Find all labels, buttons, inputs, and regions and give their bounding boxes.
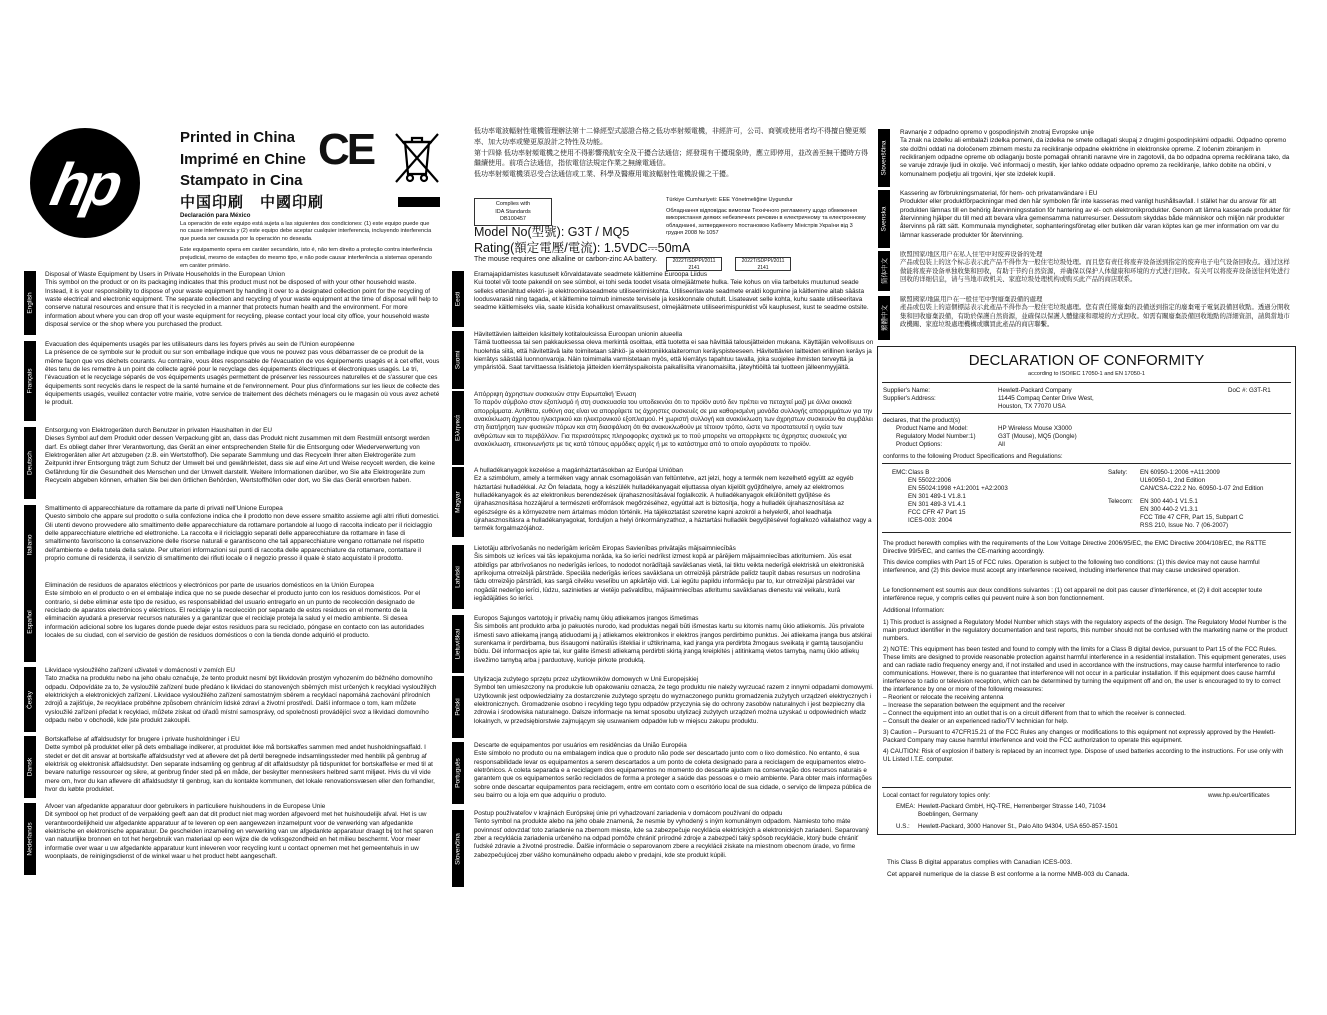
ukraine-statement: Обладнання відповідає вимогам Технічного регламенту щодо обмеження використання деяких небезпечних речовин в електричному та електронному обладнанні, затвердженого постановою Кабінету Міністрів України від 3 грудня 2008 № 1057 bbox=[666, 207, 866, 237]
language-tab-label: Deutsch bbox=[26, 451, 34, 475]
ida-comply-box bbox=[474, 198, 552, 226]
ices-french: Cet appareil numerique de la classe B est conforme a la norme NMB-003 du Canada. bbox=[887, 871, 1130, 878]
disposal-section: Smaltimento di apparecchiature da rottamare da parte di privati nell'Unione Europea Questo simbolo che appare sul prodotto o sulla confezione indica che il prodotto non deve essere smaltito assieme agli altri rifiuti domestici. Gli utenti devono provvedere allo smaltimento delle apparecchiature da rottamare portandole al luogo di raccolta indicato per il riciclaggio delle apparecchiature elettriche ed elettroniche. La raccolta e il riciclaggio separati delle apparecchiature da rottamare in fase di smaltimento favoriscono la conservazione delle risorse naturali e garantiscono che tali apparecchiature vengano rottamate nel rispetto dell'ambiente e della tutela della salute. Per ulteriori informazioni sui punti di raccolta delle apparecchiature da rottamare, contattare il proprio comune di residenza, il servizio di smaltimento dei rifiuti locale o il negozio presso il quale è stato acquistato il prodotto. bbox=[45, 505, 440, 563]
comply-line: DB100457 bbox=[500, 216, 526, 222]
telecom-item: FCC Title 47 CFR, Part 15, Subpart C bbox=[1140, 514, 1244, 521]
declares-text: declares, that the product(s) bbox=[883, 417, 961, 424]
emc-item: FCC CFR 47 Part 15 bbox=[908, 509, 966, 516]
disposal-section: 歐盟國家/地區用戶在一般住宅中對廢棄設備的處理 產品或包裝上的這個標誌表示此產品不得作為一般住宅垃圾處理。您有責任將廢棄的設備送到指定的廢棄電子電氣設備回收點。透過分開收集和回收廢棄設備，有助於保護自然資源，並確保以保護人體健康和環境的方式回收。如需有關廢棄設備回收地點的詳細資訊，請與當地市政機關、家庭垃圾處理機構或購買此產品的商店聯繫。 bbox=[900, 296, 1290, 329]
language-tab-label: Latviski bbox=[454, 566, 462, 588]
language-tab bbox=[24, 505, 36, 585]
note-item: 4) CAUTION: Risk of explosion if battery is replaced by an incorrect type. Dispose of used batteries according to the instructions. For use only with UL Listed I.T.E. computer. bbox=[883, 748, 1284, 763]
language-tab bbox=[24, 427, 36, 499]
emc-item: EN 301 489-1 V1.8.1 bbox=[908, 493, 966, 500]
emc-item: ICES-003: 2004 bbox=[908, 517, 953, 524]
anatel-text: Este equipamento opera em caráter secundário, isto é, não tem direito a proteção contra interferência prejudicial, mesmo de estações do mesmo tipo, e não pode causar interferência a sistemas operando em caráter primário. bbox=[180, 247, 433, 269]
fcc-statement: This device complies with Part 15 of FCC rules. Operation is subject to the following two conditions: (1) this device may not cause harmful interference, and (2) this device must accept any interference received, including interference that may cause undesired operation. bbox=[883, 559, 1260, 574]
language-tab-label: Español bbox=[26, 610, 34, 634]
language-tab bbox=[24, 271, 36, 335]
disposal-section: Descarte de equipamentos por usuários em residências da União Européia Este símbolo no produto ou na embalagem indica que o produto não pode ser descartado junto com o lixo doméstico. No entanto, é sua responsabilidade levar os equipamentos a serem descartados a um ponto de coleta designado para a reciclagem de equipamentos eletro-eletrônicos. A coleta separada e a reciclagem dos equipamentos no momento do descarte ajudam na conservação dos recursos naturais e garantem que os equipamentos serão reciclados de forma a proteger a saúde das pessoas e o meio ambiente. Para obter mais informações sobre onde descartar equipamentos para reciclagem, entre em contato com o escritório local de sua cidade, o serviço de limpeza pública de seu bairro ou a loja em que adquiriu o produto. bbox=[474, 742, 872, 800]
disposal-section: Eramajapidamistes kasutuselt kõrvaldatavate seadmete käitlemine Euroopa Liidus Kui tootel või toote pakendil on see sümbol, ei tohi seda toodet visata olmejäätmete hulka. Teie kohus on viia tarbetuks muutunud seade selleks ettenähtud elektri- ja elektroonikaseadmete utiliseerimiskohta. Utiliseeritavate seadmete eraldi kogumine ja käitlemine aitab säästa loodusvarasid ning tagada, et käitlemine toimub inimeste tervisele ja keskkonnale ohutult. Lisateavet selle kohta, kuhu saate utiliseeritava seadme käitlemiseks viia, saate küsida kohalikust omavalitsusest, olmejäätmete utiliseerimispunktist või kauplusest, kust te seadme ostsite. bbox=[474, 271, 869, 312]
certificates-url: www.hp.eu/certificates bbox=[1208, 792, 1270, 799]
reg-model: G3T (Mouse), MQ5 (Dongle) bbox=[998, 433, 1077, 440]
language-tab-label: Magyar bbox=[454, 491, 462, 513]
emea-label: EMEA: bbox=[896, 803, 916, 810]
disposal-section: A hulladékanyagok kezelése a magánháztartásokban az Európai Unióban Ez a szimbólum, amely a terméken vagy annak csomagolásán van feltüntetve, azt jelzi, hogy a termék nem kezelhető együtt az egyéb háztartási hulladékkal. Az Ön feladata, hogy a készülék hulladékanyagait eljuttassa olyan kijelölt gyűjtőhelyre, amely az elektromos hulladékanyagok és az elektronikus berendezések újrahasznosításával foglalkozik. A hulladékanyagok elkülönített gyűjtése és újrahasznosítása hozzájárul a természeti erőforrások megőrzéséhez, egyúttal azt is biztosítja, hogy a hulladék újrahasznosítása az egészségre és a környezetre nem ártalmas módon történik. Ha tájékoztatást szeretne kapni azokról a helyekről, ahol leadhatja újrahasznosításra a hulladékanyagokat, forduljon a helyi önkormányzathoz, a háztartási hulladék begyűjtésével foglalkozó vállalathoz vagy a termék forgalmazójához. bbox=[474, 467, 872, 533]
disposal-section: Kassering av förbrukningsmaterial, för hem- och privatanvändare i EU Produkter eller produktförpackningar med den här symbolen får inte kasseras med vanligt hushållsavfall. I stället har du ansvar för att produkten lämnas till en behörig återvinningsstation för hantering av el- och elektronikprodukter. Genom att lämna kasserade produkter för återvinning hjälper du till med att bevara våra gemensamma naturresurser. Dessutom skyddas både människor och miljön när produkter återvinns på rätt sätt. Kommunala myndigheter, sophanteringsföretag eller butiken där varan köptes kan ge mer information om var du lämnar kasserade produkter för återvinning. bbox=[900, 190, 1291, 239]
disposal-section: Utylizacja zużytego sprzętu przez użytkowników domowych w Unii Europejskiej Symbol ten umieszczony na produkcie lub opakowaniu oznacza, że tego produktu nie należy wyrzucać razem z innymi odpadami domowymi. Użytkownik jest odpowiedzialny za dostarczenie zużytego sprzętu do wyznaczonego punktu gromadzenia zużytych urządzeń elektrycznych i elektronicznych. Gromadzenie osobno i recykling tego typu odpadów przyczynia się do ochrony zasobów naturalnych i jest bezpieczny dla zdrowia i środowiska naturalnego. Dalsze informacje na temat sposobu utylizacji zużytych urządzeń można uzyskać u odpowiednich władz lokalnych, w przedsiębiorstwie zajmującym się usuwaniem odpadów lub w miejscu zakupu produktu. bbox=[474, 676, 874, 725]
language-tab-label: Slovenčina bbox=[454, 832, 462, 865]
ce-mark: CE bbox=[318, 125, 374, 174]
printed-line: Stampato in Cina bbox=[180, 172, 303, 189]
model-rating bbox=[474, 224, 690, 256]
model-number: Model No(型號): G3T / MQ5 bbox=[474, 225, 630, 239]
printed-line: Imprimé en Chine bbox=[180, 150, 306, 168]
options: All bbox=[998, 441, 1005, 448]
language-tab-label: Ελληνικά bbox=[454, 414, 462, 442]
product-name-label: Product Name and Model: bbox=[896, 425, 968, 432]
language-tab bbox=[24, 803, 36, 875]
language-tab-label: Nederlands bbox=[26, 822, 34, 856]
us-address: Hewlett-Packard, 3000 Hanover St., Palo Alto 94304, USA 650-857-1501 bbox=[918, 823, 1118, 830]
hp-logo: hp bbox=[30, 128, 140, 238]
divider bbox=[882, 463, 1291, 464]
conforms-text: conforms to the following Product Specifications and Regulations: bbox=[883, 453, 1063, 460]
language-tab-label: English bbox=[26, 292, 34, 314]
language-tab bbox=[452, 467, 464, 537]
doc-number: DoC #: G3T-R1 bbox=[1228, 387, 1271, 394]
language-tab bbox=[878, 129, 890, 187]
disposal-section: Απόρριψη άχρηστων συσκευών στην Ευρωπαϊκή Ένωση Το παρόν σύμβολο στον εξοπλισμό ή στη συσκευασία του υποδεικνύει ότι το προϊόν αυτό δεν πρέπει να πεταχτεί μαζί με άλλα οικιακά απορρίμματα. Αντίθετα, ευθύνη σας είναι να απορρίψετε τις άχρηστες συσκευές σε μια καθορισμένη μονάδα συλλογής απορριμμάτων για την ανακύκλωση άχρηστου ηλεκτρικού και ηλεκτρονικού εξοπλισμού. Η χωριστή συλλογή και ανακύκλωση των άχρηστων συσκευών θα συμβάλει στη διατήρηση των φυσικών πόρων και στη διασφάλιση ότι θα ανακυκλωθούν με τέτοιον τρόπο, ώστε να προστατευτεί η υγεία των ανθρώπων και το περιβάλλον. Για περισσότερες πληροφορίες σχετικά με το πού μπορείτε να απορρίψετε τις άχρηστες συσκευές για ανακύκλωση, επικοινωνήστε με τις κατά τόπους αρμόδιες αρχές ή με το κατάστημα από το οποίο αγοράσατε το προϊόν. bbox=[474, 391, 873, 449]
language-tab bbox=[452, 676, 464, 738]
language-tab-label: 简体中文 bbox=[881, 258, 889, 284]
ncc-line: 第十四條 低功率射頻電機之使用不得影響飛航安全及干擾合法通信；經發現有干擾現象時，應立即停用，並改善至無干擾時方得繼續使用。前項合法通信，指依電信法規定作業之無線電通信。 bbox=[474, 149, 868, 168]
safety-list bbox=[1140, 469, 1263, 493]
disposal-section: Likvidace vysloužilého zařízení uživateli v domácnosti v zemích EU Tato značka na produktu nebo na jeho obalu označuje, že tento produkt nesmí být likvidován prostým vyhozením do běžného domovního odpadu. Odpovídáte za to, že vysloužilé zařízení bude předáno k likvidaci do stanovených sběrných míst určených k recyklaci vysloužilých elektrických a elektronických zařízení. Likvidace vysloužilého zařízení samostatným sběrem a recyklací napomáhá zachování přírodních zdrojů a zajišťuje, že recyklace proběhne způsobem chránícím lidské zdraví a životní prostředí. Další informace o tom, kam můžete vysloužilé zařízení předat k recyklaci, můžete získat od úřadů místní samosprávy, od společnosti provádějící svoz a likvidaci domovního odpadu nebo v obchodě, kde jste produkt zakoupili. bbox=[45, 667, 437, 725]
language-tab bbox=[452, 331, 464, 389]
emc-item: Class B bbox=[908, 469, 930, 476]
ncc-line: 低功率電波輻射性電機管理辦法第十二條經型式認證合格之低功率射頻電機，非經許可，公司、商號或使用者均不得擅自變更頻率、加大功率或變更原設計之特性及功能。 bbox=[474, 128, 866, 146]
emc-list bbox=[908, 469, 1008, 525]
disposal-section: Entsorgung von Elektrogeräten durch Benutzer in privaten Haushalten in der EU Dieses Symbol auf dem Produkt oder dessen Verpackung gibt an, dass das Produkt nicht zusammen mit dem Restmüll entsorgt werden darf. Es obliegt daher Ihrer Verantwortung, das Gerät an einer entsprechenden Stelle für die Entsorgung oder Wiederverwertung von Elektrogeräten aller Art abzugeben (z.B. ein Wertstoffhof). Die separate Sammlung und das Recyceln Ihrer alten Elektrogeräte zum Zeitpunkt ihrer Entsorgung trägt zum Schutz der Umwelt bei und gewährleistet, dass sie auf eine Art und Weise recycelt werden, die keine Gefährdung für die Gesundheit des Menschen und der Umwelt darstellt. Weitere Informationen darüber, wo Sie alte Elektrogeräte zum Recyceln abgeben können, erhalten Sie bei den örtlichen Behörden, Wertstoffhöfen oder dort, wo Sie das Gerät erworben haben. bbox=[45, 427, 435, 485]
telecom-list bbox=[1140, 498, 1244, 530]
divider bbox=[882, 532, 1291, 533]
sdppi-cert: 2022T/SDPPI/2011 2141 bbox=[735, 257, 791, 271]
battery-note: The mouse requires one alkaline or carbon-zinc AA battery. bbox=[474, 256, 658, 263]
reg-model-label: Regulatory Model Number: bbox=[896, 433, 970, 440]
language-tab-label: Česky bbox=[26, 690, 34, 709]
ices-english: This Class B digital apparatus complies with Canadian ICES-003. bbox=[887, 859, 1073, 866]
language-tab bbox=[452, 545, 464, 609]
options-label: Product Options: bbox=[896, 441, 943, 448]
printed-line: Printed in China bbox=[180, 129, 296, 146]
telecom-label: Telecom: bbox=[1108, 498, 1133, 505]
language-tab-label: Dansk bbox=[26, 757, 34, 777]
supplier-address: 11445 Compaq Center Drive West, bbox=[998, 395, 1094, 402]
disposal-section: 欧盟国家/地区用户在私人住宅中对废弃设备的处理 产品或包装上的这个标志表示此产品不得作为一般住宅垃圾处理。而且您有责任将废弃设备送到指定的废弃电子电气设备回收点。通过这样做能将废弃设备单独收集和回收，有助于节约自然资源，并确保以保护人体健康和环境的方式进行回收。有关可以将废弃设备送往何处进行回收的详细信息，请与当地市政机关、家庭垃圾处理机构或购买此产品的商店联系。 bbox=[900, 251, 1290, 284]
disposal-section: Europos Sąjungos vartotojų ir privačių namų ūkių atliekamos įrangos išmetimas Šis simbolis ant produkto arba jo pakuotės nurodo, kad produktas negali būti išmestas kartu su kitomis namų ūkio atliekomis. Jūs privalote išmesti savo atliekamą įrangą atiduodami ją į atliekamos elektronikos ir elektros įrangos perdirbimo punktus. Jei atliekama įranga bus atskirai surenkama ir perdirbama, bus išsaugomi natūralūs ištekliai ir užtikrinama, kad įranga yra perdirbta žmogaus sveikatą ir gamtą tausojančiu būdu. Dėl informacijos apie tai, kur galite išmesti atliekamą perdirbti skirtą įrangą kreipkitės į atitinkamą vietos tarnybą, namų ūkio atliekų išvežimo tarnybą arba į parduotuvę, kurioje pirkote produktą. bbox=[474, 615, 872, 664]
mexico-declaration-title: Declaración para México bbox=[180, 213, 251, 219]
mexico-declaration-text: La operación de este equipo está sujeta a las siguientes dos condiciones: (1) este equipo puede que no cause interferencia y (2) este equipo debe aceptar cualquier interferencia, incluyendo interferencia que pueda ser causada por la operación no deseada. bbox=[180, 220, 432, 242]
declaration-of-conformity bbox=[877, 346, 1296, 835]
language-tab bbox=[878, 296, 890, 340]
telecom-item: RSS 210, Issue No. 7 (06-2007) bbox=[1140, 522, 1229, 529]
language-tab bbox=[452, 271, 464, 327]
language-tab-label: Suomi bbox=[454, 350, 462, 370]
turkey-ukraine-statement bbox=[666, 197, 871, 238]
taiwan-ncc-statement bbox=[474, 127, 874, 181]
product-name: HP Wireless Mouse X3000 bbox=[998, 425, 1072, 432]
disposal-section: Afvoer van afgedankte apparatuur door gebruikers in particuliere huishoudens in de Europese Unie Dit symbool op het product of de verpakking geeft aan dat dit product niet mag worden afgevoerd met het huishoudelijk afval. Het is uw verantwoordelijkheid uw afgedankte apparatuur af te leveren op een aangewezen inzamelpunt voor de verwerking van afgedankte elektrische en elektronische apparatuur. De gescheiden inzameling en verwerking van uw afgedankte apparatuur draagt bij tot het sparen van natuurlijke bronnen en tot het hergebruik van materiaal op een wijze die de volksgezondheid en het milieu beschermt. Voor meer informatie over waar u uw afgedankte apparatuur kunt inleveren voor recycling kunt u contact opnemen met het gemeentehuis in uw woonplaats, de reinigingsdienst of de winkel waar u het product hebt aangeschaft. bbox=[45, 803, 434, 861]
language-tab bbox=[24, 582, 36, 662]
weee-bin-icon bbox=[388, 128, 446, 186]
mexico-declaration bbox=[180, 213, 435, 270]
language-tab bbox=[452, 391, 464, 465]
disposal-section: Hävitettävien laitteiden käsittely kotitalouksissa Euroopan unionin alueella Tämä tuotteessa tai sen pakkauksessa oleva merkintä osoittaa, että tuotetta ei saa hävittää talousjätteiden mukana. Käyttäjän velvollisuus on huolehtia siitä, että hävitettävä laite toimitetaan sähkö- ja elektroniikkalaiteromun keräyspisteeseen. Hävitettävien laitteiden erillinen keräys ja kierrätys säästää luonnonvaroja. Näin toimimalla varmistetaan myös, että kierrätys tapahtuu tavalla, joka suojelee ihmisten terveyttä ja ympäristöä. Saat tarvittaessa lisätietoja jätteiden kierrätyspaikoista paikallisilta viranomaisilta, jäteyhtiöiltä tai tuotteen jälleenmyyjältä. bbox=[474, 331, 874, 372]
supplier-address: Houston, TX 77070 USA bbox=[998, 403, 1066, 410]
disposal-section: Eliminación de residuos de aparatos eléctricos y electrónicos por parte de usuarios domésticos en la Unión Europea Este símbolo en el producto o en el embalaje indica que no se puede desechar el producto junto con los residuos domésticos. Por el contrario, si debe eliminar este tipo de residuo, es responsabilidad del usuario entregarlo en un punto de recolección designado de reciclado de aparatos electrónicos y eléctricos. El reciclaje y la recolección por separado de estos residuos en el momento de la eliminación ayudará a preservar recursos naturales y a garantizar que el reciclaje proteja la salud y el medio ambiente. Si desea información adicional sobre los lugares donde puede dejar estos residuos para su reciclado, póngase en contacto con las autoridades locales de su ciudad, con el servicio de gestión de residuos domésticos o con la tienda donde adquirió el producto. bbox=[45, 582, 425, 640]
note-item: 1) This product is assigned a Regulatory Model Number which stays with the regulatory aspects of the design. The Regulatory Model Number is the main product identifier in the regulatory documentation and test reports, this number should not be confused with the marketing name or the product numbers. bbox=[883, 619, 1288, 642]
comply-line: IDA Standards bbox=[495, 208, 531, 215]
disposal-section: Ravnanje z odpadno opremo v gospodinjstvih znotraj Evropske unije Ta znak na izdelku ali embalaži izdelka pomeni, da izdelka ne smete odlagati skupaj z drugimi gospodinjskimi odpadki. Odpadno opremo ste dolžni oddati na določenem zbirnem mestu za recikliranje odpadne električne in elektronske opreme. Z ločenim zbiranjem in recikliranjem odpadne opreme ob odlaganju boste pomagali ohraniti naravne vire in zagotovili, da bo odpadna oprema reciklirana tako, da se varuje zdravje ljudi in okolje. Več informacij o mestih, kjer lahko oddate odpadno opremo za recikliranje, lahko dobite na občini, v komunalnem podjetju ali trgovini, kjer ste izdelek kupili. bbox=[900, 129, 1290, 178]
rating: Rating(額定電壓/電流): 1.5VDC⎓50mA bbox=[474, 241, 691, 255]
emc-item: EN 55022:2006 bbox=[908, 477, 952, 484]
weee-bar bbox=[398, 197, 440, 207]
language-tab bbox=[452, 810, 464, 887]
language-tab bbox=[24, 667, 36, 732]
language-tab bbox=[878, 190, 890, 248]
language-tab bbox=[24, 341, 36, 421]
safety-item: UL60950-1, 2nd Edition bbox=[1140, 477, 1206, 484]
language-tab-label: Français bbox=[26, 368, 34, 394]
supplier-name-label: Supplier's Name: bbox=[883, 387, 930, 394]
safety-label: Safety: bbox=[1108, 469, 1128, 476]
additional-info-label: Additional Information: bbox=[883, 607, 945, 614]
printed-in-block bbox=[180, 127, 324, 213]
french-statement: Le fonctionnement est soumis aux deux conditions suivantes : (1) cet appareil ne doit pas causer d'interférence, et (2) il doit accepter toute interférence reçue, y compris celles qui peuvent nuire à son bon fonctionnement. bbox=[883, 587, 1263, 602]
safety-item: EN 60950-1:2006 +A11:2009 bbox=[1140, 469, 1220, 476]
divider bbox=[882, 413, 1291, 414]
disposal-section: Évacuation des équipements usagés par les utilisateurs dans les foyers privés au sein de l'Union européenne La présence de ce symbole sur le produit ou sur son emballage indique que vous ne pouvez pas vous débarrasser de ce produit de la même façon que vos déchets courants. Au contraire, vous êtes responsable de l'évacuation de vos équipements usagés et à cet effet, vous êtes tenu de les remettre à un point de collecte agréé pour le recyclage des équipements électriques et électroniques usagés. Le tri, l'évacuation et le recyclage séparés de vos équipements usagés permettent de préserver les ressources naturelles et de s'assurer que ces équipements sont recyclés dans le respect de la santé humaine et de l'environnement. Pour plus d'informations sur les lieux de collecte des équipements usagés, veuillez contacter votre mairie, votre service de traitement des déchets ménagers ou le magasin où vous avez acheté le produit. bbox=[45, 341, 440, 407]
language-tab-label: Italiano bbox=[26, 534, 34, 556]
us-label: U.S.: bbox=[896, 823, 910, 830]
notes-list bbox=[883, 619, 1288, 767]
telecom-item: EN 300 440-1 V1.5.1 bbox=[1140, 498, 1198, 505]
directive-compliance: The product herewith complies with the requirements of the Low Voltage Directive 2006/95/EC, the EMC Directive 2004/108/EC, the R&TTE Directive 99/5/EC, and carries the CE-marking accordingly. bbox=[883, 540, 1267, 555]
comply-line: Complies with bbox=[495, 201, 531, 207]
supplier-address-label: Supplier's Address: bbox=[883, 395, 936, 402]
doc-title: DECLARATION OF CONFORMITY bbox=[968, 352, 1205, 369]
note-item: 2) NOTE: This equipment has been tested and found to comply with the limits for a Class B digital device, pursuant to Part 15 of the FCC Rules. These limits are designed to provide reasonable protection against harmful interference in a residential installation. This equipment generates, uses and can radiate radio frequency energy and, if not installed and used in accordance with the instructions, may cause harmful interference to radio communications. However, there is no guarantee that interference will not occur in a particular installation. If this equipment does cause harmful interference to radio or television reception, which can be determined by turning the equipment off and on, the user is encouraged to try to correct the interference by one or more of the following measures: – Reorient or relocate the receiving antenna – Increase the separation between the equipment and the receiver – Connect the equipment into an outlet that is on a circuit different from that to which the receiver is connected. – Consult the dealer or an experienced radio/TV technician for help. bbox=[883, 646, 1286, 725]
language-tab bbox=[452, 742, 464, 804]
emc-item: EN 55024:1998 +A1:2001 +A2:2003 bbox=[908, 485, 1008, 492]
doc-subtitle: according to ISO/IEC 17050-1 and EN 17050-1 bbox=[1028, 371, 1145, 377]
emc-item: EN 301 489-3 V1.4.1 bbox=[908, 501, 966, 508]
supplier-name: Hewlett-Packard Company bbox=[998, 387, 1072, 394]
language-tab-label: Polski bbox=[454, 698, 462, 716]
disposal-section: Lietotāju atbrīvošanās no nederīgām ierīcēm Eiropas Savienības privātajās mājsaimniecībās Šis simbols uz ierīces vai tās iepakojuma norāda, ka šo ierīci nedrīkst izmest kopā ar pārējiem mājsaimniecības atkritumiem. Jūs esat atbildīgs par atbrīvošanos no nederīgās ierīces, to nododot norādītajā savākšanas vietā, lai tiktu veikta nederīgā elektriskā un elektroniskā aprīkojuma otrreizējā pārstrāde. Speciāla nederīgās ierīces savākšana un otrreizējā pārstrāde palīdz taupīt dabas resursus un nodrošina tādu otrreizējo pārstrādi, kas sargā cilvēku veselību un apkārtējo vidi. Lai iegūtu papildu informāciju par to, kur otrreizējai pārstrādei var nogādāt nederīgo ierīci, lūdzu, sazinieties ar vietējo pašvaldību, mājsaimniecības atkritumu savākšanas dienestu vai veikalu, kurā iegādājāties šo ierīci. bbox=[474, 545, 865, 603]
divider bbox=[882, 787, 1291, 788]
language-tab bbox=[24, 736, 36, 798]
reg-model-note: 1) bbox=[970, 433, 976, 440]
language-tab-label: Eesti bbox=[454, 291, 462, 307]
divider bbox=[882, 382, 1291, 383]
language-tab-label: Lietuviškai bbox=[454, 628, 462, 660]
safety-item: CAN/CSA-C22.2 No. 60950-1-07 2nd Edition bbox=[1140, 485, 1264, 492]
disposal-section: Postup používateľov v krajinách Európskej únie pri vyhadzovaní zariadenia v domácom používaní do odpadu Tento symbol na produkte alebo na jeho obale znamená, že nesmie by vyhodený s iným komunálnym odpadom. Namiesto toho máte povinnosť odovzdať toto zariadenie na zbernom mieste, kde sa zabezpečuje recyklácia elektrických a elektronických zariadení. Separovaný zber a recyklácia zariadenia určeného na odpad pomôže chrániť prírodné zdroje a zabezpečí taký spôsob recyklácie, ktorý bude chrániť ľudské zdravie a životné prostredie. Ďalšie informácie o separovanom zbere a recyklácii získate na miestnom obecnom úrade, vo firme zabezpečujúcej zber vášho komunálneho odpadu alebo v predajni, kde ste produkt kúpili. bbox=[474, 810, 869, 859]
sdppi-cert: 2022T/SDPPI/2011 2141 bbox=[666, 257, 722, 271]
printed-line: 中国印刷 中國印刷 bbox=[180, 193, 325, 211]
language-tab-label: Português bbox=[454, 758, 462, 788]
local-contact-label: Local contact for regulatory topics only: bbox=[883, 792, 991, 799]
turkey-statement: Türkiye Cumhuriyeti: EEE Yönetmeliğine Uygundur bbox=[666, 197, 793, 203]
disposal-section: Disposal of Waste Equipment by Users in Private Households in the European Union This symbol on the product or on its packaging indicates that this product must not be disposed of with your other household waste. Instead, it is your responsibility to dispose of your waste equipment by handing it over to a designated collection point for the recycling of waste electrical and electronic equipment. The separate collection and recycling of your waste equipment at the time of disposal will help to conserve natural resources and ensure that it is recycled in a manner that protects human health and the environment. For more information about where you can drop off your waste equipment for recycling, please contact your local city office, your household waste disposal service or the shop where you purchased the product. bbox=[45, 271, 438, 329]
emc-label: EMC: bbox=[892, 469, 908, 476]
language-tab-label: Slovenščina bbox=[880, 140, 888, 176]
note-item: 3) Caution – Pursuant to 47CFR15.21 of the FCC Rules any changes or modifications to this equipment not expressly approved by the Hewlett-Packard Company may cause harmful interference and void the FCC authorization to operate this equipment. bbox=[883, 729, 1276, 744]
language-tab bbox=[878, 251, 890, 291]
emea-address: Hewlett-Packard GmbH, HQ-TRE, Herrenberger Strasse 140, 71034 bbox=[918, 803, 1106, 810]
language-tab bbox=[452, 615, 464, 673]
disposal-section: Bortskaffelse af affaldsudstyr for brugere i private husholdninger i EU Dette symbol på produktet eller på dets emballage indikerer, at produktet ikke må bortskaffes sammen med andet husholdningsaffald. I stedet er det dit ansvar at bortskaffe affaldsudstyr ved at aflevere det på dertil beregnede indsamlingssteder med henblik på genbrug af elektrisk og elektronisk affaldsudstyr. Den separate indsamling og genbrug af dit affaldsudstyr på tidspunktet for bortskaffelse er med til at bevare naturlige ressourcer og sikre, at genbrug finder sted på en måde, der beskytter menneskers helbred samt miljøet. Hvis du vil vide mere om, hvor du kan aflevere dit affaldsudstyr til genbrug, kan du kontakte kommunen, det lokale renovationsvæsen eller den forhandler, hvor du købte produktet. bbox=[45, 736, 435, 794]
telecom-item: EN 300 440-2 V1.3.1 bbox=[1140, 506, 1198, 513]
language-tab-label: Svenska bbox=[880, 206, 888, 232]
language-tab-label: 繁體中文 bbox=[881, 305, 889, 331]
emea-address: Boeblingen, Germany bbox=[918, 811, 978, 818]
ncc-line: 低功率射頻電機須忍受合法通信或工業、科學及醫療用電波輻射性電機設備之干擾。 bbox=[474, 171, 733, 179]
